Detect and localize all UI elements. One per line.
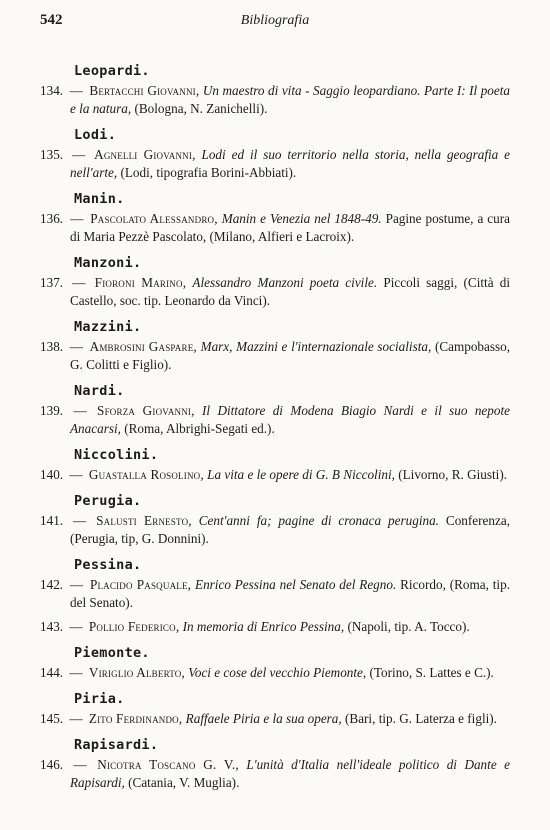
section-heading: Mazzini. [74,319,142,335]
entry-dash: — [66,403,95,418]
entry-publication: (Napoli, tip. A. Tocco). [347,619,470,634]
bibliography-list [40,60,510,798]
entry-publication: Pagine postume, a cura di Maria Pezzè Pascolato, (Milano, Alfieri e Lacroix). [70,211,511,244]
running-title: Bibliografia [240,13,310,28]
entry-publication: Conferenza, (Perugia, tip, G. Donnini). [70,513,510,546]
bibliography-entry [40,710,510,728]
entry-number: 134. [40,83,64,98]
entry-number: 145. [40,711,64,726]
entry-title: Lodi ed il suo territorio nella storia, nella geografia e nell'arte, [70,147,511,180]
entry-publication: (Campobasso, G. Colitti e Figlio). [70,339,511,372]
entry-number: 144. [40,665,64,680]
section-heading: Piria. [74,691,125,707]
entry-publication: (Livorno, R. Giusti). [398,467,508,482]
entry-dash: — [66,83,87,98]
bibliography-section [40,316,510,374]
entry-author: Sforza Giovanni, [97,403,195,418]
section-heading: Pessina. [74,557,142,573]
entry-dash: — [66,757,95,772]
bibliography-entry [40,338,510,374]
entry-title: In memoria di Enrico Pessina, [182,619,345,634]
entry-dash: — [66,467,86,482]
bibliography-section [40,444,510,484]
entry-title: La vita e le opere di G. B Niccolini, [207,467,395,482]
entry-author: Viriglio Alberto, [88,665,185,680]
entry-author: Pascolato Alessandro, [90,211,218,226]
entry-publication: (Bari, tip. G. Laterza e figli). [345,711,497,726]
bibliography-entry [40,466,510,484]
bibliography-section [40,380,510,438]
bibliography-section [40,688,510,728]
bibliography-section [40,188,510,246]
section-heading: Leopardi. [74,63,150,79]
section-heading: Piemonte. [74,645,150,661]
bibliography-entry [40,274,510,310]
entry-number: 135. [40,147,64,162]
bibliography-section [40,60,510,118]
bibliography-entry [40,146,510,182]
section-heading: Niccolini. [74,447,159,463]
entry-publication: Piccoli saggi, (Città di Castello, soc. tip. Leonardo da Vinci). [70,275,510,308]
section-heading: Perugia. [74,493,142,509]
entry-dash: — [66,339,87,354]
entry-number: 142. [40,577,64,592]
entry-title: Il Dittatore di Modena Biagio Nardi e il suo nepote Anacarsi, [70,403,510,436]
bibliography-entry [40,402,510,438]
page-header [40,8,510,32]
entry-author: Placido Pasquale, [89,577,192,592]
entry-number: 139. [40,403,64,418]
entry-number: 146. [40,757,64,772]
bibliography-entry [40,618,510,636]
entry-author: Zito Ferdinando, [88,711,183,726]
entry-number: 140. [40,467,64,482]
section-heading: Manin. [74,191,125,207]
entry-number: 143. [40,619,64,634]
bibliography-section [40,734,510,792]
entry-publication: (Catania, V. Muglia). [128,775,240,790]
entry-author: Agnelli Giovanni, [94,147,196,162]
entry-dash: — [66,577,87,592]
bibliography-section [40,642,510,682]
entry-publication: Ricordo, (Roma, tip. del Senato). [70,577,510,610]
entry-title: L'unità d'Italia nell'ideale politico di Dante e Rapisardi, [70,757,511,790]
entry-author: Bertacchi Giovanni, [89,83,200,98]
bibliography-entry [40,512,510,548]
entry-title: Un maestro di vita - Saggio leopardiano. Parte I: Il poeta e la natura, [70,83,511,116]
entry-number: 136. [40,211,64,226]
bibliography-entry [40,664,510,682]
bibliography-section [40,490,510,548]
entry-dash: — [66,619,86,634]
entry-author: Guastalla Rosolino, [88,467,204,482]
entry-dash: — [66,513,94,528]
entry-dash: — [66,211,88,226]
entry-title: Marx, Mazzini e l'internazionale socialista, [200,339,432,354]
entry-number: 138. [40,339,64,354]
entry-publication: (Bologna, N. Zanichelli). [134,101,268,116]
page-number: 542 [40,12,63,28]
entry-author: Salusti Ernesto, [96,513,192,528]
entry-dash: — [66,711,86,726]
entry-title: Alessandro Manzoni poeta civile. [192,275,378,290]
entry-author: Pollio Federico, [88,619,180,634]
entry-title: Cent'anni fa; pagine di cronaca perugina. [198,513,439,528]
bibliography-entry [40,82,510,118]
entry-dash: — [66,275,92,290]
entry-title: Voci e cose del vecchio Piemonte, [188,665,367,680]
bibliography-section [40,124,510,182]
entry-author: Fioroni Marino, [94,275,187,290]
bibliography-entry [40,576,510,612]
entry-publication: (Torino, S. Lattes e C.). [369,665,494,680]
bibliography-section [40,252,510,310]
entry-title: Manin e Venezia nel 1848-49. [221,211,382,226]
entry-title: Raffaele Piria e la sua opera, [185,711,342,726]
section-heading: Lodi. [74,127,117,143]
bibliography-entry [40,210,510,246]
entry-number: 141. [40,513,64,528]
entry-author: Ambrosini Gaspare, [89,339,197,354]
section-heading: Manzoni. [74,255,142,271]
entry-dash: — [66,665,86,680]
entry-dash: — [66,147,92,162]
entry-number: 137. [40,275,64,290]
bibliography-entry [40,756,510,792]
bibliography-section [40,554,510,636]
entry-publication: (Roma, Albrighi-Segati ed.). [124,421,275,436]
entry-publication: (Lodi, tipografia Borini-Abbiati). [120,165,297,180]
section-heading: Rapisardi. [74,737,159,753]
entry-title: Enrico Pessina nel Senato del Regno. [195,577,397,592]
section-heading: Nardi. [74,383,125,399]
entry-author: Nicotra Toscano G. V., [97,757,239,772]
